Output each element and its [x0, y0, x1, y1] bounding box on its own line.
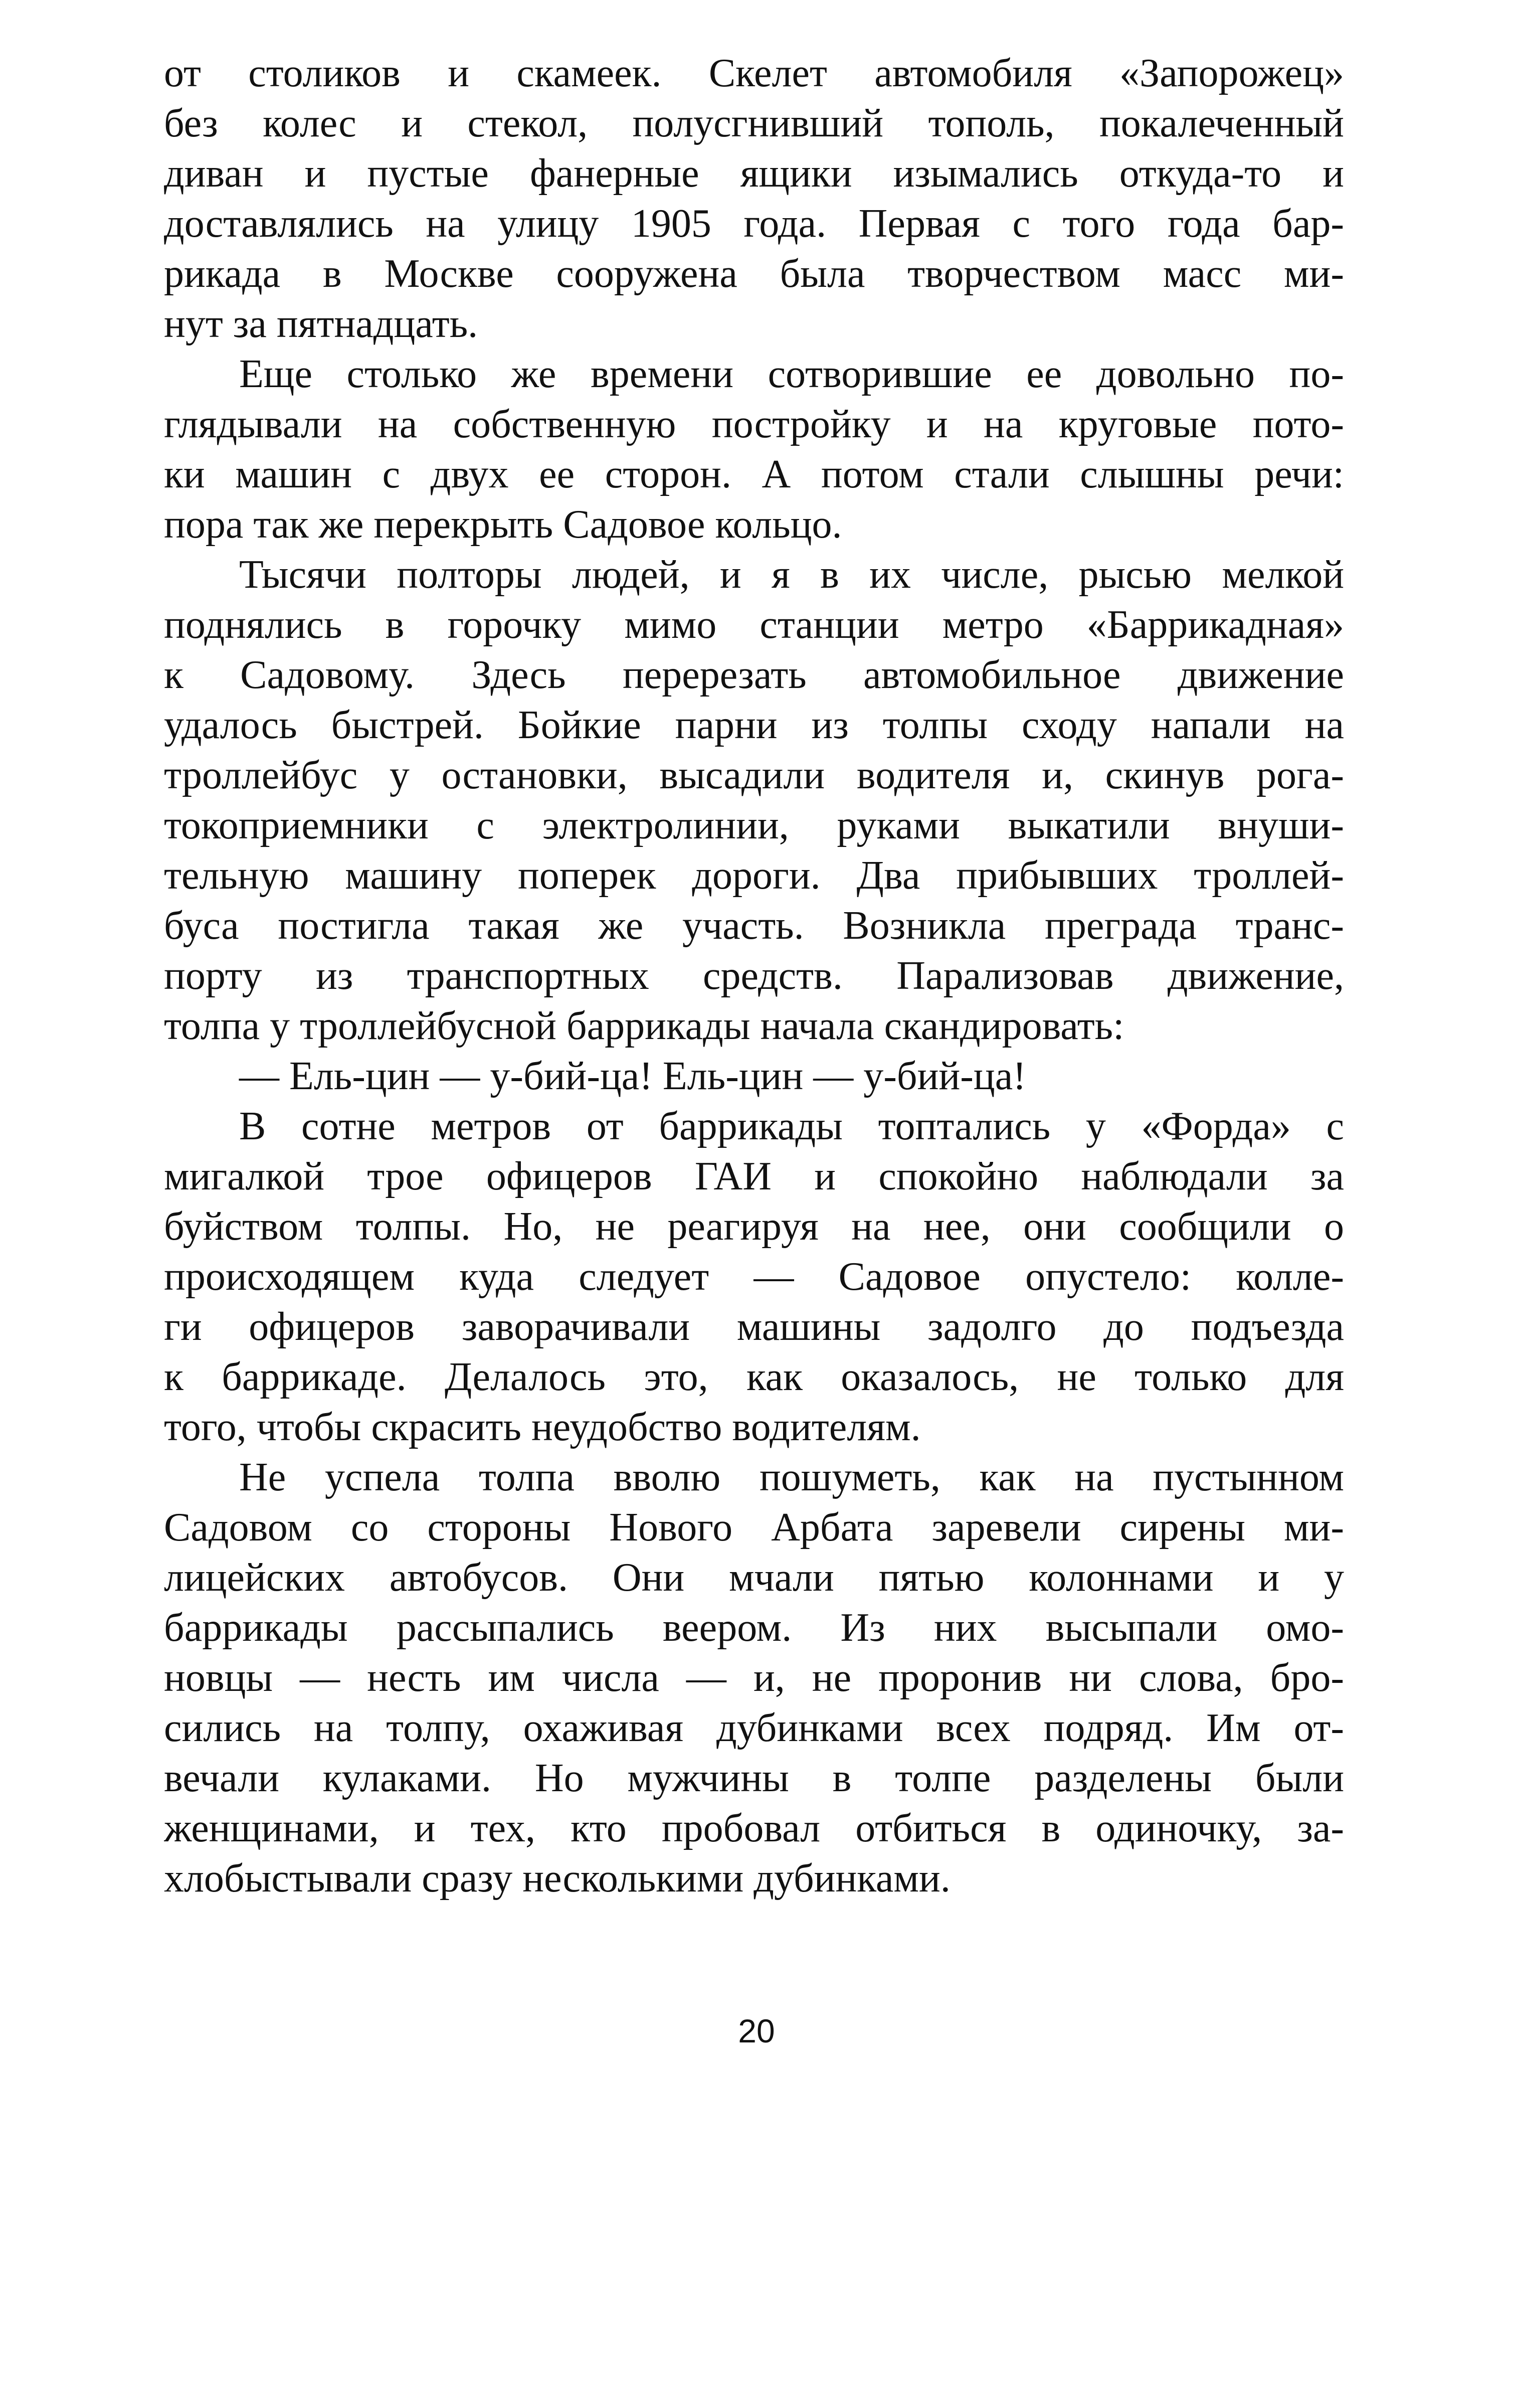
text-line: без колес и стекол, полусгнивший тополь, покалеченный: [164, 101, 1344, 145]
text-line: Тысячи полторы людей, и я в их числе, рысью мелкой: [239, 553, 1344, 597]
text-line: к Садовому. Здесь перерезать автомобильное движение: [164, 653, 1344, 697]
paragraph: [164, 1101, 1344, 1452]
text-line: лицейских автобусов. Они мчали пятью колоннами и у: [164, 1556, 1344, 1600]
paragraph: [164, 48, 1344, 349]
text-line: пора так же перекрыть Садовое кольцо.: [164, 502, 842, 547]
paragraph: [164, 550, 1344, 1051]
text-line: тельную машину поперек дороги. Два прибывших троллей-: [164, 853, 1344, 898]
text-line: буйством толпы. Но, не реагируя на нее, они сообщили о: [164, 1205, 1344, 1249]
text-line: диван и пустые фанерные ящики изымались откуда-то и: [164, 151, 1344, 196]
text-line: токоприемники с электролинии, руками выкатили внуши-: [164, 803, 1344, 847]
text-line: порту из транспортных средств. Парализовав движение,: [164, 954, 1344, 998]
paragraph: [164, 1452, 1344, 1904]
text-line: к баррикаде. Делалось это, как оказалось, не только для: [164, 1355, 1344, 1399]
text-line: — Ель-цин — у-бий-ца! Ель-цин — у-бий-ца!: [239, 1054, 1026, 1098]
text-line: троллейбус у остановки, высадили водителя и, скинув рога-: [164, 753, 1344, 797]
text-line: ги офицеров заворачивали машины задолго до подъезда: [164, 1305, 1344, 1349]
text-line: происходящем куда следует — Садовое опустело: колле-: [164, 1255, 1344, 1299]
text-line: доставлялись на улицу 1905 года. Первая с того года бар-: [164, 202, 1344, 246]
text-line: поднялись в горочку мимо станции метро «Баррикадная»: [164, 603, 1344, 647]
text-line: мигалкой трое офицеров ГАИ и спокойно наблюдали за: [164, 1154, 1344, 1198]
text-line: новцы — несть им числа — и, не проронив ни слова, бро-: [164, 1656, 1344, 1700]
text-line: буса постигла такая же участь. Возникла преграда транс-: [164, 904, 1344, 948]
text-line: нут за пятнадцать.: [164, 302, 478, 346]
text-line: Садовом со стороны Нового Арбата заревели сирены ми-: [164, 1505, 1344, 1550]
text-line: от столиков и скамеек. Скелет автомобиля «Запорожец»: [164, 51, 1344, 95]
text-line: женщинами, и тех, кто пробовал отбиться в одиночку, за-: [164, 1806, 1344, 1850]
page-number: 20: [738, 2012, 775, 2049]
text-line: Еще столько же времени сотворившие ее довольно по-: [239, 352, 1344, 396]
text-line: Не успела толпа вволю пошуметь, как на пустынном: [239, 1455, 1344, 1499]
text-line: того, чтобы скрасить неудобство водителям.: [164, 1405, 921, 1449]
text-line: сились на толпу, охаживая дубинками всех подряд. Им от-: [164, 1706, 1344, 1750]
body-text: [164, 48, 1344, 1904]
text-line: глядывали на собственную постройку и на круговые пото-: [164, 402, 1344, 446]
text-line: рикада в Москве сооружена была творчеством масс ми-: [164, 252, 1344, 296]
text-line: вечали кулаками. Но мужчины в толпе разделены были: [164, 1756, 1344, 1800]
text-line: В сотне метров от баррикады топтались у «Форда» с: [239, 1104, 1344, 1148]
text-line: ки машин с двух ее сторон. А потом стали слышны речи:: [164, 452, 1344, 496]
text-line: толпа у троллейбусной баррикады начала скандировать:: [164, 1004, 1124, 1048]
text-line: хлобыстывали сразу несколькими дубинками.: [164, 1856, 951, 1901]
text-line: баррикады рассыпались веером. Из них высыпали омо-: [164, 1606, 1344, 1650]
paragraph: [164, 1051, 1344, 1101]
paragraph: [164, 349, 1344, 550]
text-line: удалось быстрей. Бойкие парни из толпы сходу напали на: [164, 703, 1344, 747]
